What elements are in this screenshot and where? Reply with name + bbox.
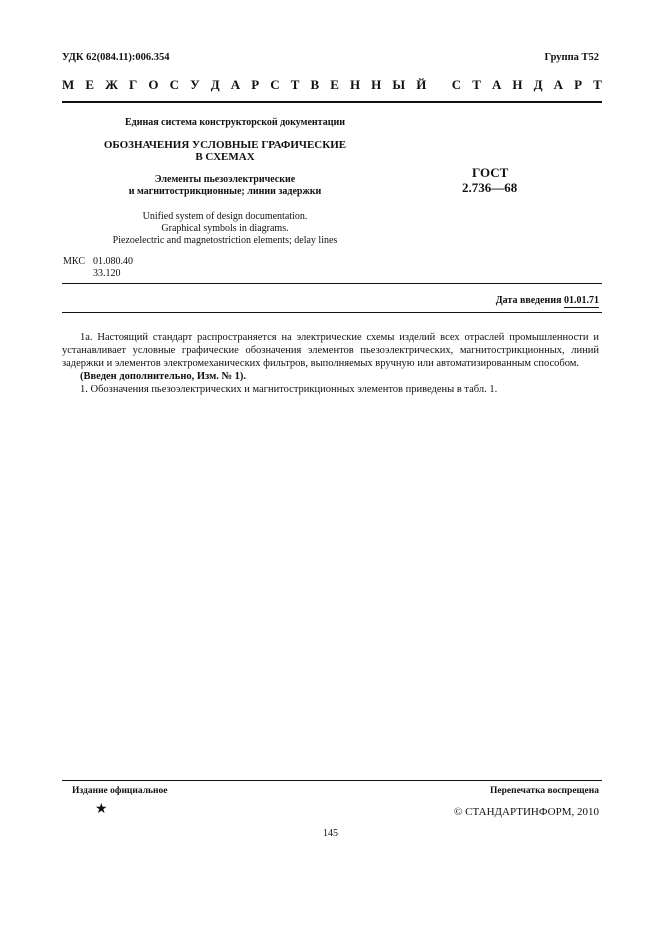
banner-letter: С [451,77,462,92]
banner-letter: Ж [105,77,118,92]
document-title [60,139,390,163]
section-rule [62,283,602,284]
english-line: Unified system of design documentation. [142,211,308,222]
subtitle-line: Элементы пьезоэлектрические [154,174,296,185]
paragraph: 1. Обозначения пьезоэлектрических и магнитострикционных элементов приведены в табл. 1. [80,384,498,395]
banner-letter: Д [210,77,220,92]
banner-letter: Т [290,77,300,92]
banner-letter: Й [416,77,427,92]
date-value: 01.01.71 [564,295,599,306]
banner-letter: У [190,77,200,92]
banner-letter: Н [371,77,382,92]
banner-gap [437,77,440,93]
banner-letter: А [230,77,241,92]
english-line: Graphical symbols in diagrams. [161,223,289,234]
footer-rule [62,780,602,781]
banner-letter: Ы [392,77,406,92]
banner-rule [62,101,602,103]
mks-code: 01.080.40 [92,256,133,267]
standard-banner [62,77,602,93]
body-text [62,331,599,396]
title-line: В СХЕМАХ [195,151,255,163]
mks-code: 33.120 [92,268,121,279]
banner-letter: Е [85,77,95,92]
star-icon: ★ [95,802,108,817]
banner-letter: Р [251,77,260,92]
date-rule [62,312,602,313]
banner-letter: Т [472,77,481,92]
gost-number: 2.736—68 [462,180,518,195]
gost-label: ГОСТ [472,165,509,180]
paragraph: 1а. Настоящий стандарт распространяется на электрические схемы изделий всех отраслей промышленности и устанавливает условные графические обозначения элементов пьезоэлектрических, магнитострикционных, линий задержки и элементов электромеханических фильтров, выполняемых вручную или автоматизированным способом. [62,332,599,369]
banner-letter: Г [129,77,138,92]
banner-letter: Н [512,77,523,92]
banner-letter: А [553,77,564,92]
banner-letter: А [491,77,502,92]
banner-letter: Р [574,77,583,92]
mks-block [63,256,133,280]
english-title [70,211,380,247]
amendment-note: (Введен дополнительно, Изм. № 1). [80,371,247,382]
banner-letter: М [62,77,75,92]
english-line: Piezoelectric and magnetostriction elements; delay lines [112,235,338,246]
subtitle-line: и магнитострикционные; линии задержки [128,186,322,197]
reprint-notice: Перепечатка воспрещена [489,786,599,796]
title-line: ОБОЗНАЧЕНИЯ УСЛОВНЫЕ ГРАФИЧЕСКИЕ [103,139,347,151]
banner-letter: Т [593,77,602,92]
system-name: Единая система конструкторской документации [125,117,345,128]
banner-letter: В [310,77,320,92]
page-number: 145 [323,828,338,839]
banner-letter: С [270,77,280,92]
banner-letter: Н [349,77,361,92]
banner-letter: С [169,77,179,92]
copyright: © СТАНДАРТИНФОРМ, 2010 [454,806,599,818]
mks-codes [93,256,133,280]
udk-code: УДК 62(084.11):006.354 [62,52,170,63]
mks-label: МКС [63,256,85,267]
banner-letter: Е [330,77,339,92]
banner-letter: О [148,77,159,92]
gost-designation [462,165,542,195]
date-label: Дата введения [495,295,562,306]
introduction-date [496,295,599,306]
document-subtitle [70,174,380,198]
official-edition: Издание официальное [72,786,168,796]
group-code: Группа Т52 [544,52,599,63]
banner-letter: Д [533,77,543,92]
